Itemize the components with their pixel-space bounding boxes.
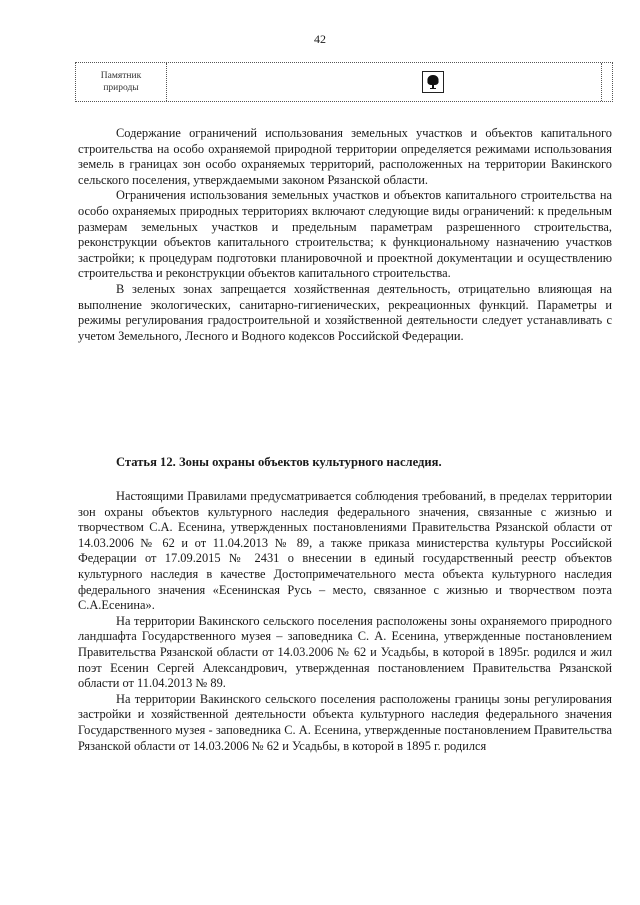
section-natural-territories	[78, 126, 612, 344]
paragraph: На территории Вакинского сельского поселения расположены границы зоны регулирования застройки и хозяйственной деятельности объекта культурного наследия федерального значения Государственного музея - заповедника С. А. Есенина, утвержденные постановлением Правительства Рязанской области от 14.03.2006 № 62 и Усадьбы, в которой в 1895 г. родился	[78, 691, 612, 753]
legend-label-line1: Памятник	[100, 71, 142, 81]
paragraph: Ограничения использования земельных участков и объектов капитального строительства на особо охраняемых природных территориях включают следующие виды ограничений: к предельным размерам земельных участков и предельным параметрам разрешенного строительства, реконструкции объектов капитального строительства; к функциональному назначению участков застройки; к процедурам подготовки планировочной и проектной документации и осуществлению строительства и реконструкции объектов капитального строительства.	[78, 188, 612, 281]
article-heading: Статья 12. Зоны охраны объектов культурного наследия.	[116, 455, 442, 469]
legend-label-line2: природы	[103, 83, 139, 93]
legend-symbol-cell	[167, 63, 602, 101]
legend-table	[75, 62, 613, 102]
tree-in-box-icon	[422, 71, 444, 93]
paragraph: Настоящими Правилами предусматривается соблюдения требований, в пределах территории зон охраны объектов культурного наследия федерального значения, связанные с жизнью и творчеством С.А. Есенина, утвержденных постановлениями Правительства Рязанской области от 14.03.2006 № 62 и от 11.04.2013 № 89, а также приказа министерства культуры Российской Федерации от 17.09.2015 № 2431 о внесении в единый государственный реестр объектов культурного наследия в качестве Достопримечательного места объекта культурного наследия федерального значения «Есенинская Русь – место, связанное с жизнью и творчеством поэта С.А.Есенина».	[78, 489, 612, 613]
paragraph: Содержание ограничений использования земельных участков и объектов капитального строительства на особо охраняемой природной территории определяется режимами использования земель в границах зон особо охраняемых территорий, расположенных на территории Вакинского сельского поселения, утверждаемыми законом Рязанской области.	[78, 126, 612, 187]
page-number: 42	[314, 32, 326, 46]
legend-label	[76, 63, 167, 101]
paragraph: На территории Вакинского сельского поселения расположены зоны охраняемого природного ландшафта Государственного музея – заповедника С. А. Есенина, утвержденные постановлением Правительства Рязанской области от 14.03.2006 № 62 и Усадьбы, в которой в 1895г. родился и жил поэт Есенин Сергей Александрович, утвержденная постановлением Правительства Рязанской области от 11.04.2013 № 89.	[78, 613, 612, 691]
paragraph: В зеленых зонах запрещается хозяйственная деятельность, отрицательно влияющая на выполнение экологических, санитарно-гигиенических, рекреационных функций. Параметры и режимы регулирования градостроительной и хозяйственной деятельности следует устанавливать с учетом Земельного, Лесного и Водного кодексов Российской Федерации.	[78, 281, 612, 343]
article12-body	[78, 489, 612, 754]
legend-empty-cell	[602, 63, 612, 101]
